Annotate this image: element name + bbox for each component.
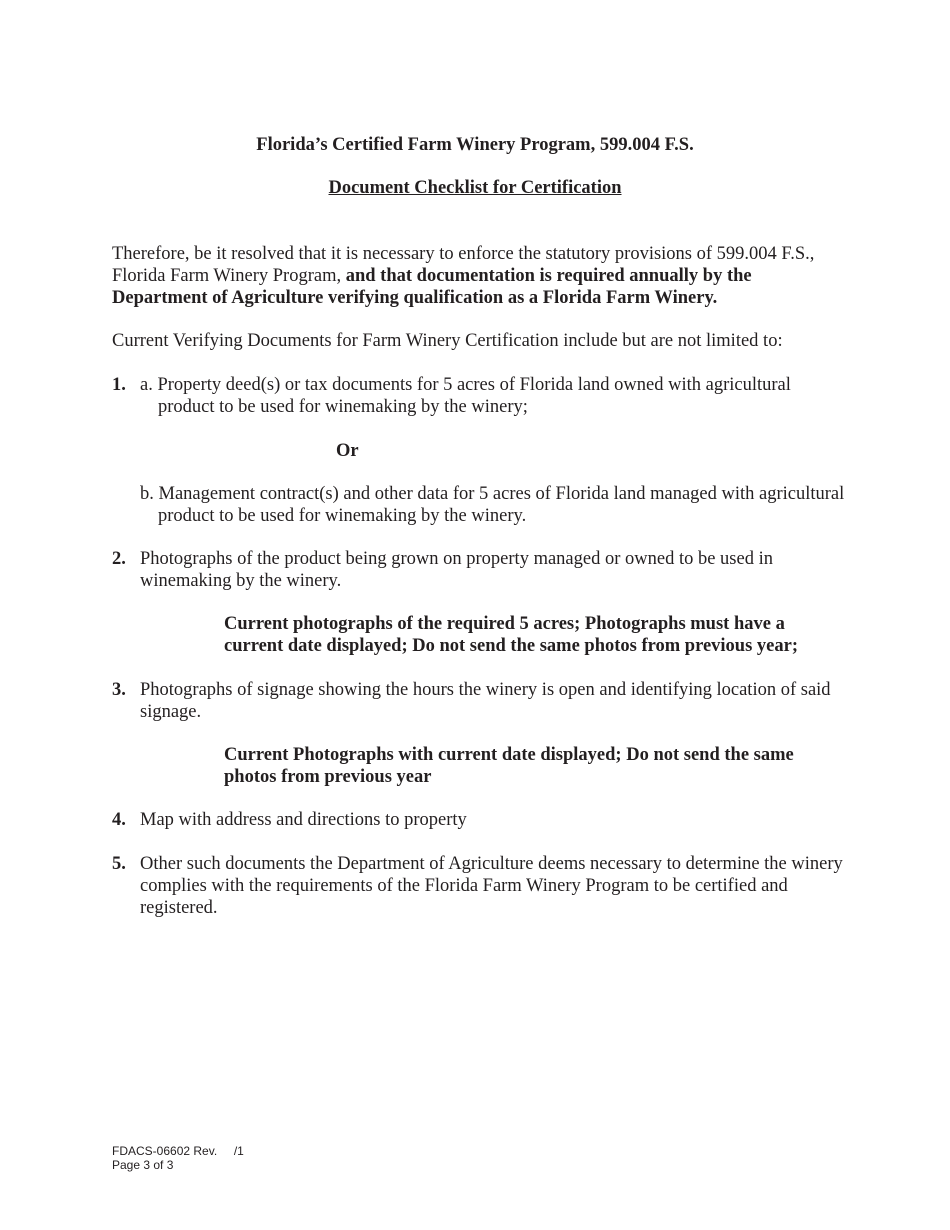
footer-page-number: Page 3 of 3 bbox=[112, 1157, 174, 1172]
footer bbox=[112, 1145, 244, 1172]
item-2-text: Photographs of the product being grown on property managed or owned to be used in winemaking by the winery. bbox=[140, 549, 773, 591]
lead-paragraph: Current Verifying Documents for Farm Winery Certification include but are not limited to: bbox=[112, 331, 783, 351]
intro-normal-text: Therefore, be it resolved that it is necessary to enforce the statutory provisions of 599.004 F.S., Florida Farm Winery Program, bbox=[112, 244, 815, 286]
item-4-text: Map with address and directions to property bbox=[140, 810, 467, 830]
item-5-number: 5. bbox=[112, 854, 126, 874]
item-1-or: Or bbox=[336, 441, 359, 461]
document-subtitle bbox=[0, 177, 950, 199]
item-3-number: 3. bbox=[112, 680, 126, 700]
item-5-text: Other such documents the Department of Agriculture deems necessary to determine the winery complies with the requirements of the Florida Farm Winery Program to be certified and registered. bbox=[140, 854, 843, 918]
item-1a-text: a. Property deed(s) or tax documents for 5 acres of Florida land owned with agricultural product to be used for winemaking by the winery; bbox=[140, 375, 791, 417]
footer-form-rev: FDACS-06602 Rev. /1 bbox=[112, 1144, 244, 1158]
item-2-number: 2. bbox=[112, 549, 126, 569]
intro-paragraph bbox=[112, 243, 842, 309]
item-1-number: 1. bbox=[112, 375, 126, 395]
item-2-note: Current photographs of the required 5 acres; Photographs must have a current date displayed; Do not send the same photos from previous year; bbox=[224, 614, 799, 656]
intro-bold-text: and that documentation is required annually by the Department of Agriculture verifying qualification as a Florida Farm Winery. bbox=[112, 266, 752, 308]
item-3-text: Photographs of signage showing the hours the winery is open and identifying location of said signage. bbox=[140, 680, 831, 722]
subtitle-text: Document Checklist for Certification bbox=[328, 178, 622, 198]
item-3-note: Current Photographs with current date displayed; Do not send the same photos from previous year bbox=[224, 745, 794, 787]
item-1b-text: b. Management contract(s) and other data for 5 acres of Florida land managed with agricultural product to be used for winemaking by the winery. bbox=[140, 484, 845, 526]
document-title: Florida’s Certified Farm Winery Program, 599.004 F.S. bbox=[256, 135, 694, 155]
item-4-number: 4. bbox=[112, 810, 126, 830]
